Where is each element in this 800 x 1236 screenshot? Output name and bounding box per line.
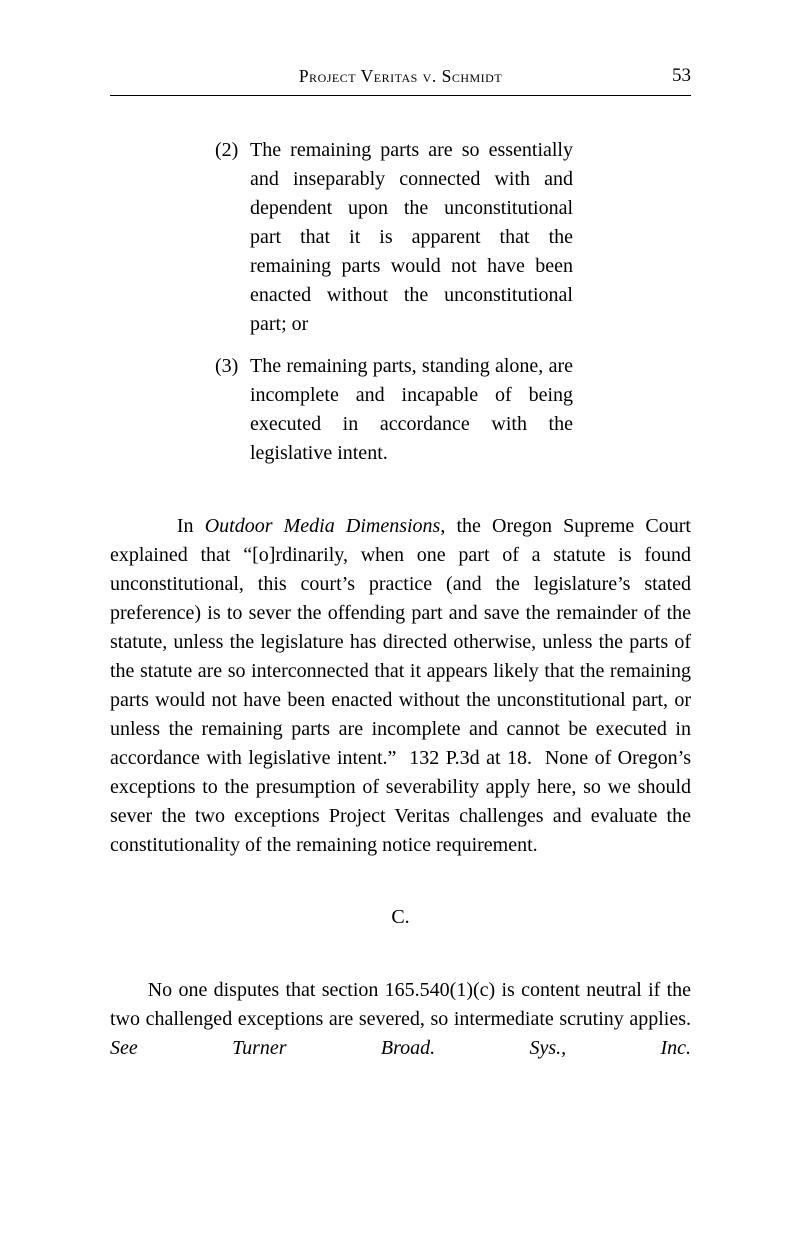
running-head-case-title: Project Veritas v. Schmidt [298, 66, 503, 86]
opinion-body [110, 136, 701, 1092]
quote-2-text: The remaining parts are so essentially and inseparably connected with and dependent upon the unconstitutional part that it is apparent that the remaining parts would not have been enacted without the unconstitutional part; or [250, 139, 578, 335]
section-heading-c: C. [391, 906, 410, 928]
citation-italic: See Turner Broad. Sys., Inc. [110, 1037, 691, 1059]
page-header [110, 66, 691, 96]
paragraph-scrutiny [110, 947, 701, 1092]
quote-3-marker: (3) [215, 355, 239, 377]
paragraph-severability [110, 483, 696, 889]
paragraph-severability-rest: , the Oregon Supreme Court explained that “[o]rdinarily, when one part of a statute is found unconstitutional, this court’s practice (and the legislature’s stated preference) is to sever the offending part and save the remainder of the statute, unless the legislature has directed otherwise, unless the parts of the statute are so interconnected that it appears likely that the remaining parts would not have been enacted without the unconstitutional part, or unless the remaining parts are incomplete and cannot be executed in accordance with legislative intent.” 132 P.3d at 18. None of Oregon’s exceptions to the presumption of severability apply here, so we should sever the two exceptions Project Veritas challenges and evaluate the constitutionality of the remaining notice requirement. [110, 515, 696, 856]
block-quote-3 [215, 352, 578, 468]
block-quote-2 [215, 136, 578, 339]
quote-2-marker: (2) [215, 139, 239, 161]
case-name-italic: Outdoor Media Dimensions [204, 515, 441, 537]
quote-3-text: The remaining parts, standing alone, are incomplete and incapable of being executed in accordance with the legislative intent. [250, 355, 578, 464]
paragraph-scrutiny-lead: No one disputes that section 165.540(1)(c) is content neutral if the two challenged exceptions are severed, so intermediate scrutiny applies. [110, 979, 701, 1030]
page-number: 53 [672, 65, 691, 86]
paragraph-severability-lead: In [176, 515, 205, 537]
